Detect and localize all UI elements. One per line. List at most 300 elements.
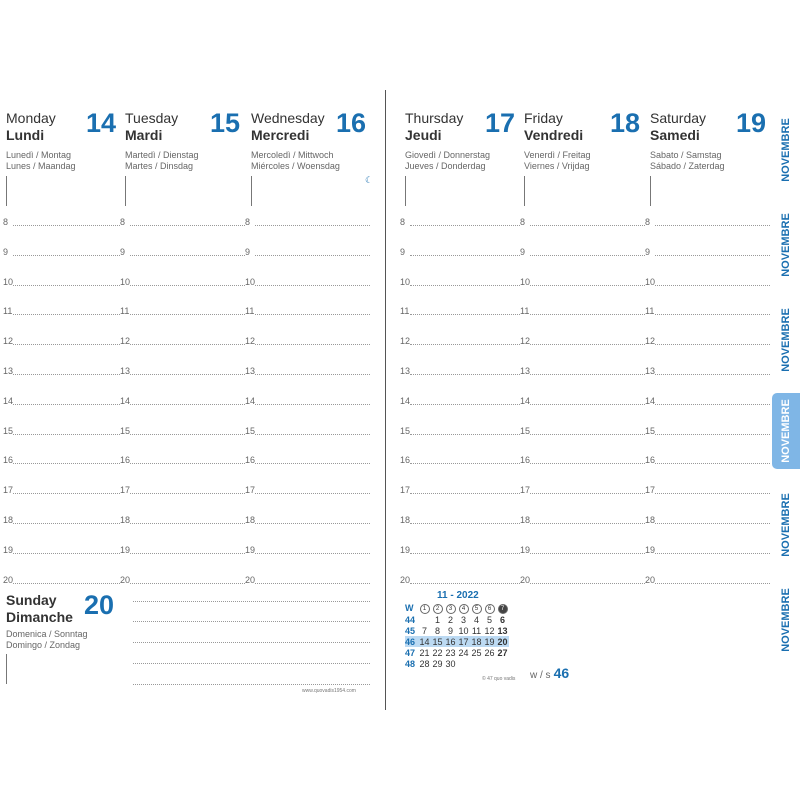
hour-slot[interactable] [3, 396, 120, 408]
mini-calendar-day[interactable]: 12 [484, 625, 495, 636]
day-divider [405, 176, 406, 206]
hour-write-line [255, 583, 370, 584]
month-tab-label: NOVEMBRE [780, 213, 792, 277]
hour-label: 10 [400, 277, 411, 287]
mini-calendar-day[interactable]: 6 [499, 614, 505, 625]
day-name-es-nl: Sábado / Zaterdag [650, 161, 725, 171]
weekday-header: 6 [483, 602, 496, 614]
day-name-en: Saturday [650, 110, 707, 126]
mini-calendar-day[interactable]: 5 [486, 614, 492, 625]
hour-label: 16 [3, 455, 14, 465]
hour-slot[interactable] [645, 306, 770, 318]
mini-calendar-day[interactable]: 21 [419, 647, 430, 658]
hour-write-line [655, 434, 770, 435]
month-tab-label: NOVEMBRE [780, 118, 792, 182]
hour-slot[interactable] [3, 217, 120, 229]
hour-slot[interactable] [400, 575, 520, 587]
hour-label: 14 [3, 396, 14, 406]
hour-slot[interactable] [520, 336, 645, 348]
hour-label: 18 [3, 515, 14, 525]
mini-calendar-day[interactable]: 29 [432, 658, 443, 669]
mini-calendar-day[interactable]: 19 [484, 636, 495, 647]
hour-slot[interactable] [120, 366, 245, 378]
hour-slot[interactable] [520, 247, 645, 259]
day-name-en: Monday [6, 110, 56, 126]
hour-slot[interactable] [520, 485, 645, 497]
hour-slot[interactable] [400, 515, 520, 527]
hour-label: 14 [645, 396, 656, 406]
hour-slot[interactable] [120, 515, 245, 527]
hour-write-line [255, 374, 370, 375]
hour-write-line [655, 553, 770, 554]
hour-write-line [13, 374, 120, 375]
hour-slot[interactable] [245, 306, 370, 318]
day-name-es-nl: Lunes / Maandag [6, 161, 76, 171]
mini-calendar-day[interactable]: 10 [458, 625, 469, 636]
sunday-write-line[interactable] [133, 601, 370, 602]
hour-slot[interactable] [3, 336, 120, 348]
hour-slot[interactable] [245, 485, 370, 497]
hour-slot[interactable] [120, 336, 245, 348]
hour-write-line [13, 583, 120, 584]
hour-write-line [655, 255, 770, 256]
hour-label: 8 [3, 217, 9, 227]
day-number: 17 [485, 108, 516, 138]
month-tab-label: NOVEMBRE [780, 308, 792, 372]
hour-label: 15 [520, 426, 531, 436]
hour-label: 19 [645, 545, 656, 555]
mini-calendar-day[interactable]: 13 [497, 625, 508, 636]
hour-write-line [130, 314, 245, 315]
mini-calendar-day[interactable] [457, 658, 470, 669]
moon-phase-icon: ☾ [365, 175, 374, 185]
mini-calendar-day[interactable]: 2 [447, 614, 453, 625]
day-name-fr: Dimanche [6, 609, 73, 625]
hour-slot[interactable] [645, 217, 770, 229]
brand-mark: © 47 quo vadis [482, 676, 516, 682]
mini-calendar-day[interactable]: 27 [497, 647, 508, 658]
day-name-es-nl: Martes / Dinsdag [125, 161, 194, 171]
hour-write-line [410, 344, 520, 345]
hour-write-line [13, 285, 120, 286]
mini-calendar-day[interactable]: 18 [471, 636, 482, 647]
hour-label: 20 [645, 575, 656, 585]
hour-label: 19 [245, 545, 256, 555]
month-tab[interactable] [772, 207, 800, 283]
day-name-en: Wednesday [251, 110, 325, 126]
hour-write-line [130, 493, 245, 494]
week-number-cell: 46 [405, 636, 418, 647]
hour-write-line [655, 225, 770, 226]
hour-write-line [255, 225, 370, 226]
hour-slot[interactable] [120, 306, 245, 318]
hour-label: 16 [645, 455, 656, 465]
hour-label: 11 [3, 306, 13, 316]
hour-write-line [13, 463, 120, 464]
hour-write-line [255, 344, 370, 345]
hour-label: 20 [120, 575, 131, 585]
hour-slot[interactable] [645, 575, 770, 587]
hour-slot[interactable] [400, 247, 520, 259]
mini-calendar-week-row [405, 647, 509, 658]
hour-label: 11 [120, 306, 130, 316]
day-number: 16 [336, 108, 367, 138]
hour-label: 9 [3, 247, 9, 257]
mini-calendar-day[interactable]: 20 [497, 636, 508, 647]
hour-write-line [530, 285, 645, 286]
hour-label: 9 [245, 247, 251, 257]
week-number-cell: 45 [405, 625, 416, 636]
hour-slot[interactable] [245, 247, 370, 259]
mini-calendar-day[interactable]: 30 [445, 658, 456, 669]
weekday-header: 7 [496, 602, 509, 614]
day-divider [524, 176, 525, 206]
hour-label: 18 [245, 515, 256, 525]
hour-slot[interactable] [120, 277, 245, 289]
hour-slot[interactable] [3, 247, 120, 259]
mini-calendar-day[interactable]: 17 [458, 636, 469, 647]
website-url: www.quovadis1954.com [302, 688, 356, 694]
hour-slot[interactable] [520, 306, 645, 318]
mini-calendar-day[interactable] [418, 614, 431, 625]
hour-slot[interactable] [245, 366, 370, 378]
hour-slot[interactable] [3, 277, 120, 289]
hour-write-line [130, 285, 245, 286]
hour-label: 13 [245, 366, 256, 376]
hour-write-line [410, 285, 520, 286]
hour-label: 20 [400, 575, 411, 585]
day-name-it-de: Domenica / Sonntag [6, 629, 88, 639]
hour-slot[interactable] [400, 426, 520, 438]
week-number-cell: 48 [405, 658, 416, 669]
weekday-header: 3 [444, 602, 457, 614]
mini-calendar-day[interactable] [483, 658, 496, 669]
mini-calendar-day[interactable]: 22 [432, 647, 443, 658]
hour-label: 20 [245, 575, 256, 585]
day-divider [6, 654, 7, 684]
hour-write-line [255, 285, 370, 286]
hour-slot[interactable] [120, 575, 245, 587]
week-label: w / s [530, 670, 551, 681]
mini-calendar-week-row [405, 614, 509, 625]
hour-label: 9 [400, 247, 406, 257]
hour-slot[interactable] [3, 366, 120, 378]
hour-label: 11 [520, 306, 530, 316]
month-tab[interactable] [772, 582, 800, 658]
day-name-fr: Jeudi [405, 127, 442, 143]
hour-slot[interactable] [3, 485, 120, 497]
hour-write-line [530, 344, 645, 345]
mini-calendar-day[interactable] [470, 658, 483, 669]
hour-slot[interactable] [400, 366, 520, 378]
hour-write-line [13, 553, 120, 554]
mini-calendar-day[interactable]: 16 [445, 636, 456, 647]
hour-slot[interactable] [245, 217, 370, 229]
hour-slot[interactable] [645, 426, 770, 438]
mini-calendar-header-row [405, 602, 509, 614]
hour-label: 11 [400, 306, 410, 316]
day-name-es-nl: Jueves / Donderdag [405, 161, 486, 171]
day-divider [125, 176, 126, 206]
hour-slot[interactable] [245, 277, 370, 289]
hour-slot[interactable] [400, 277, 520, 289]
day-name-en: Friday [524, 110, 563, 126]
day-name-es-nl: Miércoles / Woensdag [251, 161, 340, 171]
day-number: 18 [610, 108, 641, 138]
hour-label: 20 [3, 575, 14, 585]
hour-write-line [530, 404, 645, 405]
hour-write-line [410, 255, 520, 256]
hour-write-line [655, 344, 770, 345]
hour-write-line [13, 404, 120, 405]
hour-slot[interactable] [400, 396, 520, 408]
hour-slot[interactable] [645, 396, 770, 408]
day-number: 15 [210, 108, 241, 138]
hour-slot[interactable] [645, 277, 770, 289]
hour-slot[interactable] [520, 426, 645, 438]
hour-slot[interactable] [520, 455, 645, 467]
hour-label: 18 [645, 515, 656, 525]
hour-write-line [530, 583, 645, 584]
mini-calendar-day[interactable]: 25 [471, 647, 482, 658]
hour-write-line [130, 523, 245, 524]
mini-calendar-day[interactable]: 24 [458, 647, 469, 658]
hour-label: 17 [3, 485, 14, 495]
hour-slot[interactable] [245, 545, 370, 557]
mini-calendar-day[interactable] [496, 658, 509, 669]
hour-label: 9 [120, 247, 126, 257]
hour-slot[interactable] [3, 545, 120, 557]
hour-label: 14 [520, 396, 531, 406]
hour-write-line [655, 374, 770, 375]
hour-write-line [130, 553, 245, 554]
week-number-cell: 47 [405, 647, 416, 658]
hour-write-line [13, 344, 120, 345]
day-name-fr: Vendredi [524, 127, 584, 143]
mini-calendar-day[interactable]: 23 [445, 647, 456, 658]
month-tab-active[interactable] [772, 393, 800, 469]
hour-slot[interactable] [120, 247, 245, 259]
hour-write-line [255, 553, 370, 554]
hour-label: 17 [400, 485, 411, 495]
hour-label: 13 [520, 366, 531, 376]
sunday-write-line[interactable] [133, 663, 370, 664]
hour-write-line [130, 344, 245, 345]
hour-slot[interactable] [245, 426, 370, 438]
hour-slot[interactable] [520, 277, 645, 289]
sunday-write-line[interactable] [133, 621, 370, 622]
mini-calendar-day[interactable]: 1 [434, 614, 440, 625]
mini-calendar-day[interactable]: 26 [484, 647, 495, 658]
hour-label: 8 [520, 217, 526, 227]
hour-write-line [655, 583, 770, 584]
hour-slot[interactable] [400, 336, 520, 348]
hour-label: 12 [645, 336, 656, 346]
hour-write-line [255, 493, 370, 494]
hour-label: 10 [520, 277, 531, 287]
mini-calendar-week-row [405, 625, 509, 636]
hour-label: 8 [120, 217, 126, 227]
hour-slot[interactable] [645, 545, 770, 557]
month-tab[interactable] [772, 112, 800, 188]
hour-slot[interactable] [520, 545, 645, 557]
hour-write-line [655, 404, 770, 405]
hour-label: 17 [120, 485, 131, 495]
hour-label: 9 [520, 247, 526, 257]
hour-write-line [130, 255, 245, 256]
hour-write-line [255, 463, 370, 464]
hour-slot[interactable] [520, 217, 645, 229]
hour-slot[interactable] [245, 396, 370, 408]
hour-slot[interactable] [120, 396, 245, 408]
day-name-fr: Samedi [650, 127, 700, 143]
weekday-header: 5 [470, 602, 483, 614]
day-name-it-de: Giovedì / Donnerstag [405, 150, 491, 160]
hour-label: 12 [3, 336, 14, 346]
hour-slot[interactable] [645, 485, 770, 497]
hour-write-line [530, 523, 645, 524]
hour-slot[interactable] [3, 575, 120, 587]
day-name-it-de: Martedì / Dienstag [125, 150, 199, 160]
hour-label: 9 [645, 247, 651, 257]
sunday-write-line[interactable] [133, 684, 370, 685]
hour-slot[interactable] [245, 575, 370, 587]
hour-slot[interactable] [400, 485, 520, 497]
hour-label: 15 [245, 426, 256, 436]
hour-slot[interactable] [3, 515, 120, 527]
day-name-en: Thursday [405, 110, 464, 126]
hour-label: 19 [520, 545, 531, 555]
hour-slot[interactable] [645, 336, 770, 348]
hour-label: 10 [120, 277, 131, 287]
hour-slot[interactable] [245, 515, 370, 527]
day-divider [251, 176, 252, 206]
day-name-en: Tuesday [125, 110, 179, 126]
hour-label: 13 [120, 366, 131, 376]
hour-slot[interactable] [400, 217, 520, 229]
hour-write-line [655, 285, 770, 286]
hour-slot[interactable] [520, 366, 645, 378]
hour-write-line [655, 523, 770, 524]
mini-calendar-day[interactable]: 28 [419, 658, 430, 669]
hour-write-line [255, 404, 370, 405]
day-name-en: Sunday [6, 592, 57, 608]
hour-write-line [410, 404, 520, 405]
hour-slot[interactable] [3, 426, 120, 438]
hour-label: 16 [400, 455, 411, 465]
mini-calendar-day[interactable]: 7 [421, 625, 427, 636]
hour-write-line [410, 434, 520, 435]
day-number: 14 [86, 108, 117, 138]
hour-label: 14 [245, 396, 256, 406]
hour-label: 13 [3, 366, 14, 376]
hour-label: 17 [645, 485, 656, 495]
day-name-it-de: Venerdì / Freitag [524, 150, 591, 160]
mini-calendar-grid [405, 602, 509, 669]
hour-write-line [530, 225, 645, 226]
mini-calendar-day[interactable]: 9 [447, 625, 453, 636]
hour-label: 18 [400, 515, 411, 525]
hour-slot[interactable] [520, 575, 645, 587]
hour-write-line [410, 463, 520, 464]
hour-slot[interactable] [120, 485, 245, 497]
sunday-write-line[interactable] [133, 642, 370, 643]
hour-write-line [530, 374, 645, 375]
mini-calendar-day[interactable]: 15 [432, 636, 443, 647]
hour-slot[interactable] [400, 545, 520, 557]
hour-label: 10 [3, 277, 14, 287]
day-name-es-nl: Domingo / Zondag [6, 640, 81, 650]
hour-write-line [13, 314, 120, 315]
hour-slot[interactable] [645, 247, 770, 259]
mini-calendar-day[interactable]: 3 [460, 614, 466, 625]
mini-calendar-week-row [405, 636, 509, 647]
hour-slot[interactable] [120, 545, 245, 557]
hour-slot[interactable] [120, 426, 245, 438]
month-tab[interactable] [772, 487, 800, 563]
hour-slot[interactable] [645, 366, 770, 378]
week-indicator [530, 665, 569, 681]
hour-write-line [255, 523, 370, 524]
hour-label: 19 [120, 545, 131, 555]
hour-write-line [13, 493, 120, 494]
day-name-es-nl: Viernes / Vrijdag [524, 161, 590, 171]
hour-label: 8 [400, 217, 406, 227]
hour-slot[interactable] [3, 455, 120, 467]
hour-label: 10 [245, 277, 256, 287]
mini-calendar-day[interactable]: 14 [419, 636, 430, 647]
mini-calendar-day[interactable]: 11 [471, 625, 482, 636]
hour-write-line [130, 374, 245, 375]
mini-calendar-day[interactable]: 4 [473, 614, 479, 625]
hour-slot[interactable] [245, 336, 370, 348]
hour-label: 19 [3, 545, 14, 555]
hour-slot[interactable] [645, 515, 770, 527]
mini-calendar-day[interactable]: 8 [434, 625, 440, 636]
hour-label: 13 [400, 366, 411, 376]
hour-label: 20 [520, 575, 531, 585]
week-number: 46 [553, 665, 570, 681]
hour-slot[interactable] [400, 306, 520, 318]
hour-write-line [530, 463, 645, 464]
hour-slot[interactable] [245, 455, 370, 467]
day-name-fr: Mercredi [251, 127, 310, 143]
hour-slot[interactable] [520, 515, 645, 527]
month-tab-label: NOVEMBRE [780, 588, 792, 652]
hour-write-line [655, 314, 770, 315]
hour-write-line [255, 255, 370, 256]
hour-write-line [13, 523, 120, 524]
hour-slot[interactable] [520, 396, 645, 408]
hour-label: 10 [645, 277, 656, 287]
hour-slot[interactable] [3, 306, 120, 318]
week-header: W [405, 603, 414, 613]
hour-slot[interactable] [400, 455, 520, 467]
hour-label: 14 [400, 396, 411, 406]
hour-label: 15 [120, 426, 131, 436]
hour-slot[interactable] [120, 217, 245, 229]
hour-write-line [530, 434, 645, 435]
hour-write-line [130, 404, 245, 405]
hour-write-line [130, 463, 245, 464]
hour-write-line [13, 255, 120, 256]
hour-slot[interactable] [645, 455, 770, 467]
hour-slot[interactable] [120, 455, 245, 467]
week-number-cell: 44 [405, 614, 416, 625]
hour-write-line [410, 523, 520, 524]
hour-write-line [410, 374, 520, 375]
month-tab[interactable] [772, 302, 800, 378]
